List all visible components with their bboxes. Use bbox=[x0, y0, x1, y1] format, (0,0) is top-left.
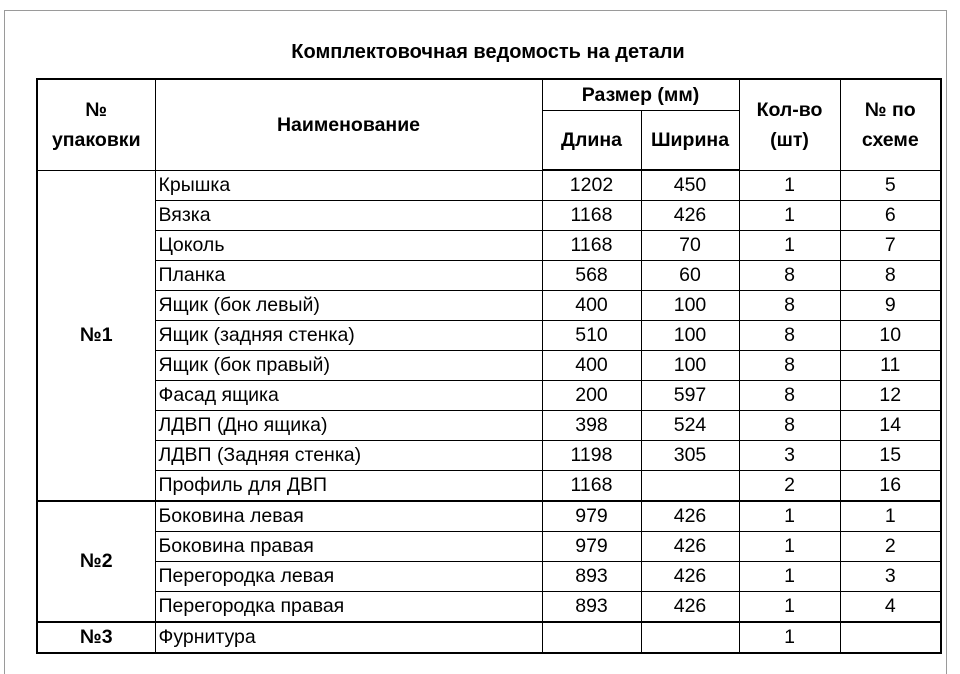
part-length bbox=[542, 622, 641, 653]
part-scheme-no: 8 bbox=[840, 261, 941, 291]
part-name: Планка bbox=[155, 261, 542, 291]
part-length: 979 bbox=[542, 532, 641, 562]
header-qty: Кол-во (шт) bbox=[739, 79, 840, 170]
part-scheme-no: 5 bbox=[840, 170, 941, 201]
document-title: Комплектовочная ведомость на детали bbox=[291, 41, 685, 63]
table-row bbox=[37, 562, 941, 592]
part-qty: 1 bbox=[739, 170, 840, 201]
part-length: 398 bbox=[542, 411, 641, 441]
header-length: Длина bbox=[542, 111, 641, 171]
part-length: 1202 bbox=[542, 170, 641, 201]
part-width: 70 bbox=[641, 231, 739, 261]
part-name: ЛДВП (Дно ящика) bbox=[155, 411, 542, 441]
table-row bbox=[37, 201, 941, 231]
table-row bbox=[37, 622, 941, 653]
header-name: Наименование bbox=[155, 79, 542, 170]
table-row bbox=[37, 351, 941, 381]
table-row bbox=[37, 291, 941, 321]
part-qty: 1 bbox=[739, 592, 840, 623]
header-pack-no: № упаковки bbox=[37, 79, 155, 170]
part-scheme-no bbox=[840, 622, 941, 653]
part-scheme-no: 16 bbox=[840, 471, 941, 502]
header-scheme-no: № по схеме bbox=[840, 79, 941, 170]
part-width: 100 bbox=[641, 351, 739, 381]
part-width: 100 bbox=[641, 321, 739, 351]
part-qty: 1 bbox=[739, 201, 840, 231]
part-qty: 8 bbox=[739, 411, 840, 441]
part-scheme-no: 14 bbox=[840, 411, 941, 441]
part-name: Ящик (бок правый) bbox=[155, 351, 542, 381]
part-name: ЛДВП (Задняя стенка) bbox=[155, 441, 542, 471]
part-length: 893 bbox=[542, 562, 641, 592]
part-scheme-no: 1 bbox=[840, 501, 941, 532]
part-name: Боковина правая bbox=[155, 532, 542, 562]
part-width bbox=[641, 471, 739, 502]
table-row bbox=[37, 231, 941, 261]
part-name: Крышка bbox=[155, 170, 542, 201]
part-scheme-no: 6 bbox=[840, 201, 941, 231]
part-width: 60 bbox=[641, 261, 739, 291]
part-length: 1168 bbox=[542, 231, 641, 261]
part-qty: 1 bbox=[739, 231, 840, 261]
part-length: 979 bbox=[542, 501, 641, 532]
part-name: Перегородка левая bbox=[155, 562, 542, 592]
part-scheme-no: 9 bbox=[840, 291, 941, 321]
part-qty: 8 bbox=[739, 261, 840, 291]
part-name: Перегородка правая bbox=[155, 592, 542, 623]
part-name: Фурнитура bbox=[155, 622, 542, 653]
part-width: 426 bbox=[641, 501, 739, 532]
part-width bbox=[641, 622, 739, 653]
part-width: 426 bbox=[641, 592, 739, 623]
part-scheme-no: 11 bbox=[840, 351, 941, 381]
part-qty: 8 bbox=[739, 351, 840, 381]
part-qty: 2 bbox=[739, 471, 840, 502]
part-qty: 1 bbox=[739, 501, 840, 532]
part-width: 597 bbox=[641, 381, 739, 411]
part-length: 1198 bbox=[542, 441, 641, 471]
part-length: 400 bbox=[542, 351, 641, 381]
part-qty: 1 bbox=[739, 562, 840, 592]
part-width: 426 bbox=[641, 562, 739, 592]
part-scheme-no: 15 bbox=[840, 441, 941, 471]
parts-table bbox=[36, 78, 942, 654]
part-scheme-no: 2 bbox=[840, 532, 941, 562]
part-length: 1168 bbox=[542, 201, 641, 231]
table-row bbox=[37, 321, 941, 351]
table-row bbox=[37, 381, 941, 411]
part-qty: 8 bbox=[739, 291, 840, 321]
table-row bbox=[37, 411, 941, 441]
part-width: 305 bbox=[641, 441, 739, 471]
package-label: №3 bbox=[37, 622, 155, 653]
part-width: 100 bbox=[641, 291, 739, 321]
table-body bbox=[37, 170, 941, 653]
part-name: Боковина левая bbox=[155, 501, 542, 532]
part-scheme-no: 10 bbox=[840, 321, 941, 351]
part-length: 200 bbox=[542, 381, 641, 411]
package-label: №1 bbox=[37, 170, 155, 501]
part-qty: 3 bbox=[739, 441, 840, 471]
part-name: Вязка bbox=[155, 201, 542, 231]
part-scheme-no: 7 bbox=[840, 231, 941, 261]
package-label: №2 bbox=[37, 501, 155, 622]
table-row bbox=[37, 532, 941, 562]
part-length: 510 bbox=[542, 321, 641, 351]
header-size: Размер (мм) bbox=[542, 79, 739, 111]
part-length: 400 bbox=[542, 291, 641, 321]
table-row bbox=[37, 170, 941, 201]
table-row bbox=[37, 501, 941, 532]
part-qty: 1 bbox=[739, 622, 840, 653]
part-scheme-no: 12 bbox=[840, 381, 941, 411]
table-row bbox=[37, 441, 941, 471]
part-name: Профиль для ДВП bbox=[155, 471, 542, 502]
part-width: 426 bbox=[641, 532, 739, 562]
table-row bbox=[37, 471, 941, 502]
part-length: 1168 bbox=[542, 471, 641, 502]
part-width: 426 bbox=[641, 201, 739, 231]
part-name: Ящик (задняя стенка) bbox=[155, 321, 542, 351]
part-qty: 8 bbox=[739, 321, 840, 351]
table-row bbox=[37, 592, 941, 623]
part-name: Фасад ящика bbox=[155, 381, 542, 411]
header-width: Ширина bbox=[641, 111, 739, 171]
part-scheme-no: 4 bbox=[840, 592, 941, 623]
part-length: 568 bbox=[542, 261, 641, 291]
part-qty: 1 bbox=[739, 532, 840, 562]
part-width: 524 bbox=[641, 411, 739, 441]
part-name: Ящик (бок левый) bbox=[155, 291, 542, 321]
table-row bbox=[37, 261, 941, 291]
header-row-1 bbox=[37, 79, 941, 111]
part-length: 893 bbox=[542, 592, 641, 623]
part-name: Цоколь bbox=[155, 231, 542, 261]
part-width: 450 bbox=[641, 170, 739, 201]
part-scheme-no: 3 bbox=[840, 562, 941, 592]
part-qty: 8 bbox=[739, 381, 840, 411]
